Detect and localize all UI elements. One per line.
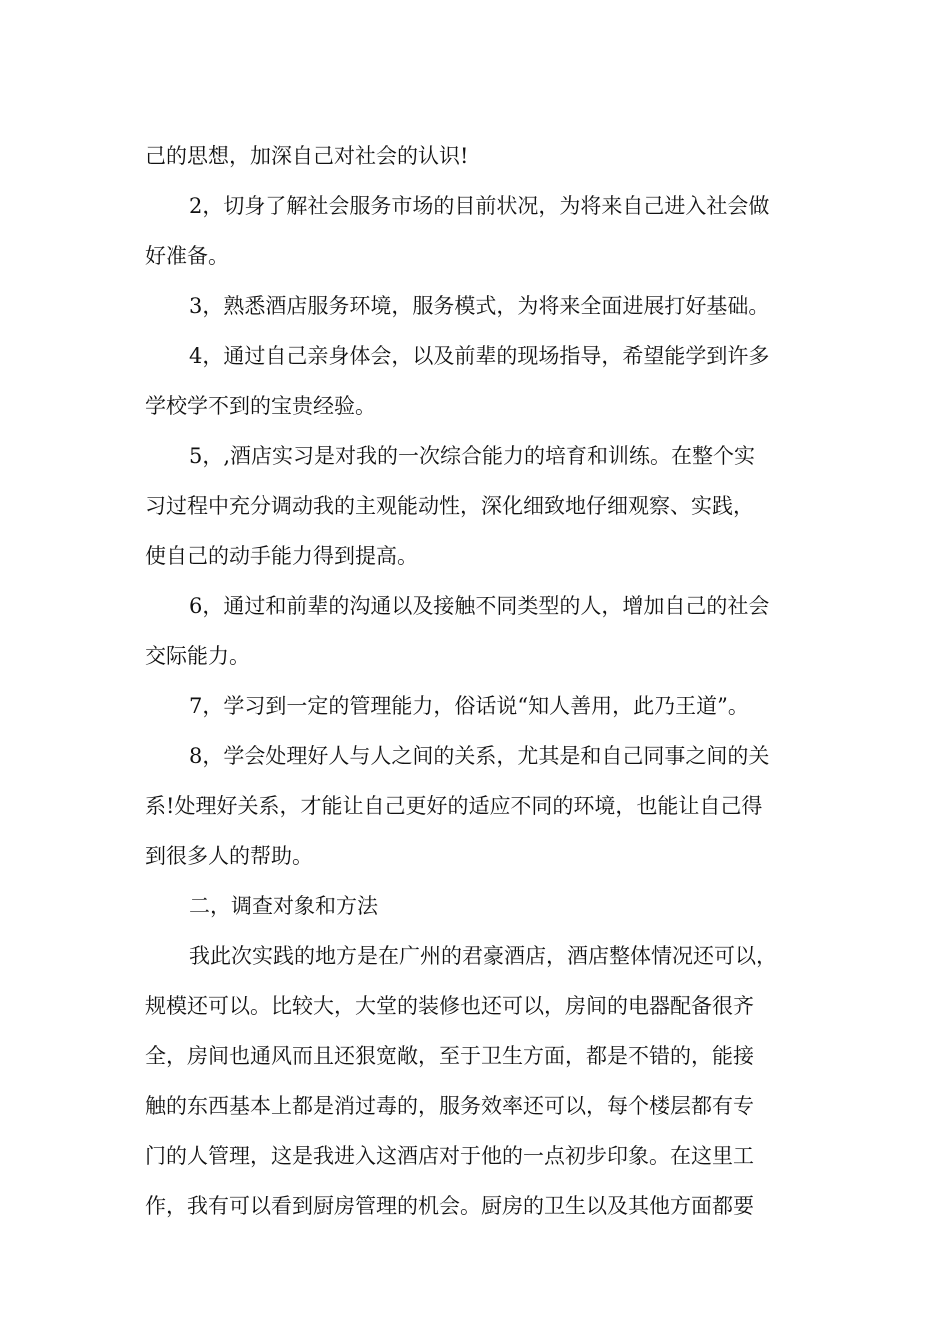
text-line: 2，切身了解社会服务市场的目前状况，为将来自己进入社会做 <box>189 194 770 218</box>
text-line: 系!处理好关系，才能让自己更好的适应不同的环境，也能让自己得 <box>145 794 763 818</box>
text-line: 7，学习到一定的管理能力，俗话说“知人善用，此乃王道”。 <box>189 694 749 718</box>
text-line: 6，通过和前辈的沟通以及接触不同类型的人，增加自己的社会 <box>189 594 770 618</box>
text-line: 好准备。 <box>145 244 229 268</box>
text-line: 己的思想，加深自己对社会的认识! <box>145 144 469 168</box>
text-line: 使自己的动手能力得到提高。 <box>145 544 418 568</box>
text-line: 全，房间也通风而且还狠宽敞，至于卫生方面，都是不错的，能接 <box>145 1044 754 1068</box>
text-line: 8，学会处理好人与人之间的关系，尤其是和自己同事之间的关 <box>189 744 770 768</box>
text-line: 习过程中充分调动我的主观能动性，深化细致地仔细观察、实践， <box>145 494 754 518</box>
text-line: 交际能力。 <box>145 644 250 668</box>
text-line: 门的人管理，这是我进入这酒店对于他的一点初步印象。在这里工 <box>145 1144 754 1168</box>
text-line: 到很多人的帮助。 <box>145 844 313 868</box>
text-line: 5，,酒店实习是对我的一次综合能力的培育和训练。在整个实 <box>189 444 756 468</box>
text-line: 4，通过自己亲身体会，以及前辈的现场指导，希望能学到许多 <box>189 344 770 368</box>
text-line: 我此次实践的地方是在广州的君豪酒店，酒店整体情况还可以， <box>189 944 777 968</box>
document-body <box>145 131 815 1231</box>
text-line: 作，我有可以看到厨房管理的机会。厨房的卫生以及其他方面都要 <box>145 1194 754 1218</box>
text-line: 触的东西基本上都是消过毒的，服务效率还可以，每个楼层都有专 <box>145 1094 754 1118</box>
text-line: 二，调查对象和方法 <box>189 894 378 918</box>
text-line: 规模还可以。比较大，大堂的装修也还可以，房间的电器配备很齐 <box>145 994 754 1018</box>
text-line: 学校学不到的宝贵经验。 <box>145 394 376 418</box>
text-line: 3，熟悉酒店服务环境，服务模式，为将来全面进展打好基础。 <box>189 294 770 318</box>
